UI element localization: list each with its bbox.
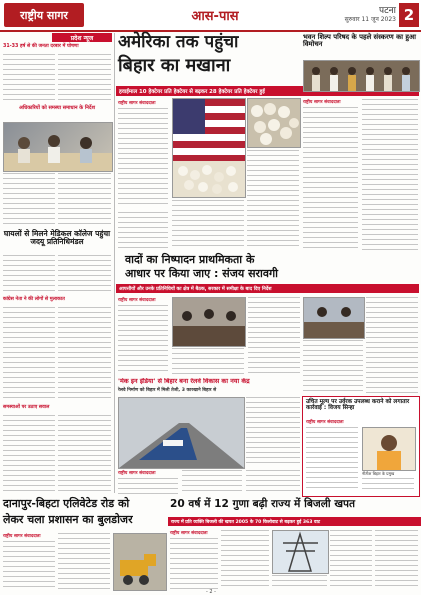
office-photo-art	[304, 298, 364, 338]
danapur-text-b	[58, 533, 110, 589]
make-in-india-text-d	[246, 470, 300, 495]
top-right-headline: भवन शिल्प परिषद के पहले संस्करण का हुआ विमोचन	[303, 33, 416, 49]
fertilizer-headline: उचित मूल्य पर उर्वरक उपलब्ध कराने को लगातार कार्रवाई : विजय सिन्हा	[306, 399, 410, 412]
makhana-photo	[247, 98, 301, 148]
story3-headline: कांग्रेस नेता ने की लोगों से मुलाकात	[3, 297, 65, 302]
column-divider	[114, 33, 115, 493]
lead-photo	[172, 98, 246, 198]
danapur-photo	[113, 533, 167, 591]
middle-photo-2	[303, 297, 365, 339]
middle-text-d	[303, 340, 363, 393]
dateline-place: पटना	[379, 6, 396, 16]
electricity-text-c	[272, 575, 327, 589]
story1-text-c	[3, 173, 55, 228]
page-number: 2	[399, 3, 419, 27]
danapur-headline-line1: दानापुर-बिहटा एलिवेटेड रोड को	[3, 497, 130, 510]
brand-logo: राष्ट्रीय सागर	[4, 3, 84, 27]
lead-text-c	[247, 150, 299, 250]
fertilizer-text-a	[306, 427, 358, 491]
story2-text-a	[3, 255, 55, 295]
danapur-headline-line2: लेकर चला प्रशासन का बुलडोजर	[3, 513, 133, 526]
lead-text-d	[118, 212, 168, 250]
story2-headline: घायलों से मिलने मेडिकल कॉलेज पहुंचा जदयू प्रतिनिधिमंडल	[3, 229, 111, 247]
story4-headline: समस्याओं पर उठाए सवाल	[3, 405, 50, 410]
electricity-text-d	[330, 530, 372, 589]
make-in-india-text-b	[118, 478, 178, 495]
electricity-strap: राज्य में प्रति व्यक्ति बिजली की खपत 2005 के 70 किलोवाट से बढ़कर हुई 363 वाट	[168, 517, 421, 526]
top-right-photo	[303, 60, 420, 92]
story1-text-a	[3, 54, 55, 104]
flag-makhana-art	[173, 99, 245, 197]
electricity-text-b	[221, 530, 269, 589]
story3-text-b	[58, 307, 111, 402]
fertilizer-photo	[362, 427, 416, 471]
top-right-text-a	[303, 107, 358, 250]
middle-strap: आपत्तीयों और उनके प्रतिनिधियों का क्षेत्र में बैठक, सरकार में समीक्षा के बाद दिए निर्देश	[116, 284, 419, 293]
danapur-byline: राष्ट्रीय सागर संवाददाता	[3, 534, 41, 539]
section-tag: प्रदेश न्यूज	[52, 33, 112, 42]
electricity-photo	[272, 530, 329, 574]
story3-text-a	[3, 307, 55, 402]
power-tower-art	[273, 531, 328, 573]
middle-text-c	[248, 297, 300, 375]
meeting-photo-art	[173, 298, 245, 346]
middle-headline-line2: आधार पर किया जाए : संजय सरावगी	[125, 267, 279, 280]
train-photo	[118, 397, 245, 469]
story4-text-a	[3, 415, 55, 495]
lead-text-b	[172, 200, 244, 250]
lead-headline-line2: बिहार का मखाना	[118, 55, 231, 76]
dateline-date: सुरुवार 11 जून 2023	[344, 16, 396, 23]
fertilizer-text-b	[362, 478, 414, 491]
make-in-india-subhead: रेलवे निर्माण को बिहार में मिली तेजी, 3 कारखाने बिहार से	[118, 388, 217, 393]
train-photo-art	[119, 398, 244, 468]
minister-portrait-art	[363, 428, 415, 470]
story1-headline: 31-33 हर्ष से की जनता दरबार में घोषणा	[3, 44, 79, 49]
group-photo-art	[304, 61, 419, 91]
lead-headline-line1: अमेरिका तक पहुंचा	[118, 32, 239, 52]
story2-text-b	[58, 255, 111, 295]
page-footer: - 2 -	[206, 589, 216, 595]
electricity-text-a	[170, 538, 218, 589]
middle-text-a	[118, 305, 168, 375]
middle-text-e	[366, 297, 418, 393]
bulldozer-photo-art	[114, 534, 166, 590]
middle-byline: राष्ट्रीय सागर संवाददाता	[118, 298, 156, 303]
story1-text-d	[58, 173, 111, 228]
make-in-india-byline: राष्ट्रीय सागर संवाददाता	[118, 471, 156, 476]
top-right-byline: राष्ट्रीय सागर संवाददाता	[303, 100, 341, 105]
make-in-india-headline: 'मेक इन इंडिया' से बिहार बना रेलवे विकास का नया केंद्र	[118, 378, 250, 385]
fertilizer-byline: राष्ट्रीय सागर संवाददाता	[306, 420, 344, 425]
electricity-text-e	[375, 530, 418, 589]
lead-strap: हवाईमाल 10 हेक्टेयर प्रति हेक्टेयर से बढ़कर 28 हेक्टेयर प्रति हेक्टेयर हुई	[116, 86, 419, 96]
story1-text-b	[58, 54, 111, 104]
section-title: आस-पास	[191, 9, 239, 24]
middle-headline-line1: वादों का निष्पादन प्राथमिकता के	[125, 253, 255, 266]
make-in-india-text-c	[182, 470, 242, 495]
make-in-india-text-a	[246, 397, 300, 467]
danapur-text-a	[3, 541, 55, 589]
story4-text-b	[58, 415, 111, 495]
darbar-photo	[3, 122, 113, 172]
top-right-text-b	[362, 99, 418, 250]
middle-photo	[172, 297, 246, 347]
lead-text-a	[118, 108, 168, 208]
darbar-photo-art	[4, 123, 112, 171]
middle-text-b	[172, 348, 244, 375]
electricity-byline: राष्ट्रीय सागर संवाददाता	[170, 531, 208, 536]
lead-byline: राष्ट्रीय सागर संवाददाता	[118, 101, 156, 106]
electricity-headline: 20 वर्ष में 12 गुणा बढ़ी राज्य में बिजली खपत	[170, 498, 356, 510]
story1-subhead: अधिकारियों को समस्या समाधान के निर्देश	[19, 105, 95, 111]
makhana-pile-art	[248, 99, 300, 147]
fertilizer-photo-caption: नीतीश बिहार के प्रमुख	[362, 471, 395, 476]
